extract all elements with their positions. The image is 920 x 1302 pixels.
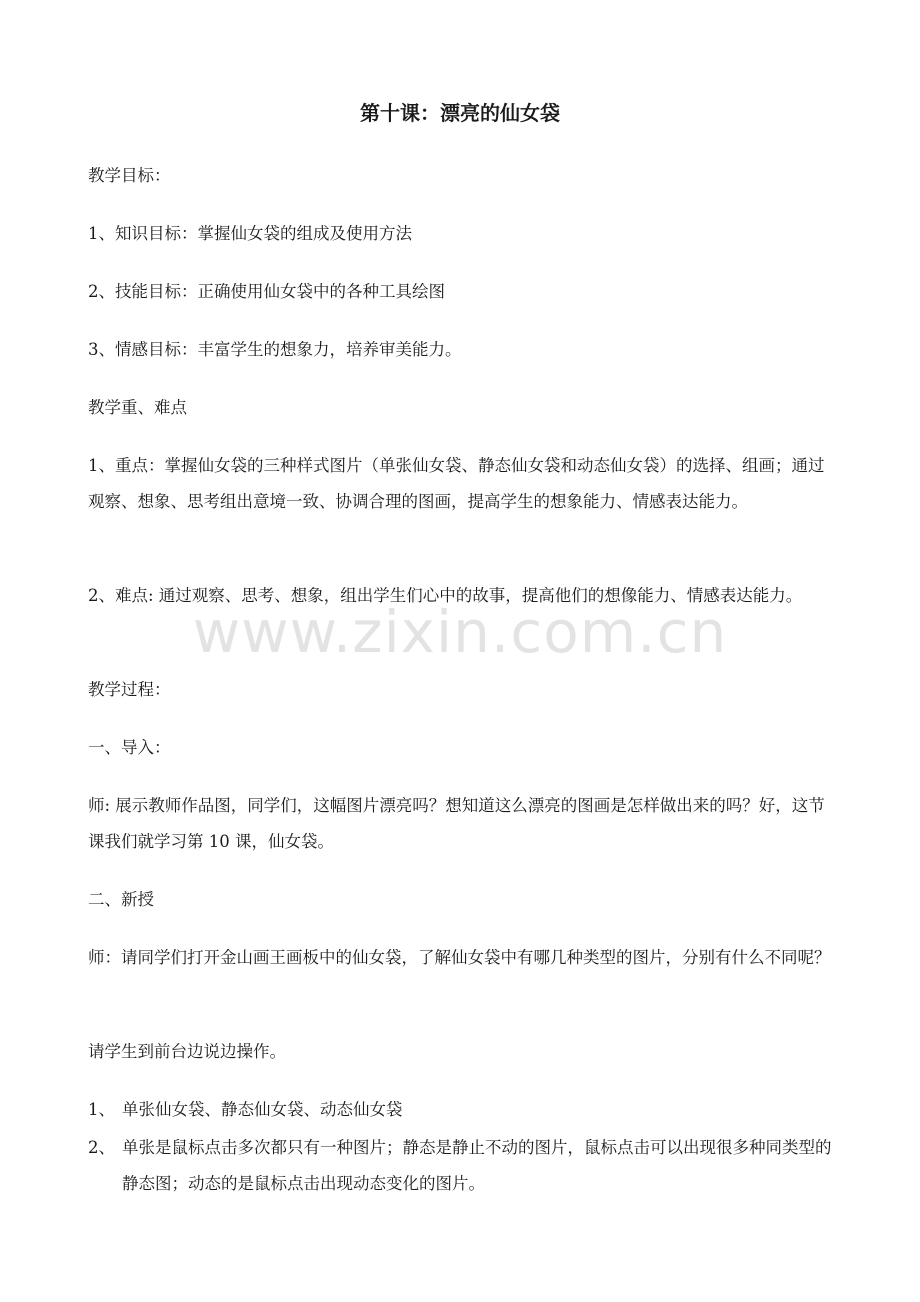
document-title: 第十课：漂亮的仙女袋 <box>360 101 560 125</box>
list-item <box>88 1130 838 1202</box>
section-heading-key-points: 教学重、难点 <box>88 398 187 417</box>
section-heading-process: 教学过程： <box>88 680 171 699</box>
teacher-intro-paragraph: 师: 展示教师作品图，同学们，这幅图片漂亮吗？想知道这么漂亮的图画是怎样做出来的吗？好，这节课我们就学习第 10 课，仙女袋。 <box>88 796 825 851</box>
list-item-text: 单张是鼠标点击多次都只有一种图片；静态是静止不动的图片，鼠标点击可以出现很多种同类型的静态图；动态的是鼠标点击出现动态变化的图片。 <box>122 1138 832 1193</box>
list-item-number: 2、 <box>88 1138 115 1157</box>
difficulty-paragraph: 2、难点: 通过观察、思考、想象，组出学生们心中的故事，提高他们的想像能力、情感表达能力。 <box>88 586 803 605</box>
objective-emotion: 3、情感目标：丰富学生的想象力，培养审美能力。 <box>88 340 462 359</box>
objective-skill: 2、技能目标：正确使用仙女袋中的各种工具绘图 <box>88 282 445 301</box>
step-heading-new-lesson: 二、新授 <box>88 890 154 909</box>
objective-knowledge: 1、知识目标：掌握仙女袋的组成及使用方法 <box>88 224 412 243</box>
list-item <box>88 1092 838 1128</box>
student-instruction: 请学生到前台边说边操作。 <box>88 1042 286 1061</box>
list-item-text: 单张仙女袋、静态仙女袋、动态仙女袋 <box>122 1100 403 1119</box>
step-heading-intro: 一、导入： <box>88 738 171 757</box>
watermark: www.zixin.com.cn <box>192 598 728 666</box>
teacher-question-paragraph: 师：请同学们打开金山画王画板中的仙女袋，了解仙女袋中有哪几种类型的图片，分别有什么不同呢？ <box>88 948 831 967</box>
key-point-paragraph: 1、重点：掌握仙女袋的三种样式图片（单张仙女袋、静态仙女袋和动态仙女袋）的选择、组画；通过观察、想象、思考组出意境一致、协调合理的图画，提高学生的想象能力、情感表达能力。 <box>88 456 825 511</box>
list-item-number: 1、 <box>88 1100 115 1119</box>
section-heading-objectives: 教学目标： <box>88 166 171 185</box>
